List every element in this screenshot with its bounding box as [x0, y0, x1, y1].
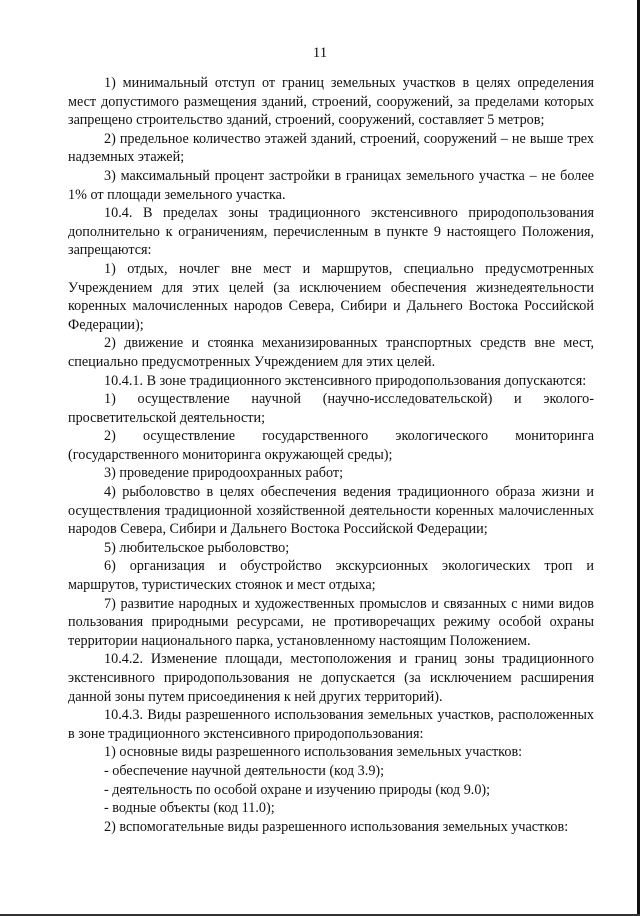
paragraph: 10.4.2. Изменение площади, местоположения и границ зоны традиционного экстенсивного природопользования не допускается (за исключением расширения данной зоны путем присоединения к ней других территорий).: [68, 651, 594, 705]
paragraph: 1) основные виды разрешенного использования земельных участков:: [104, 744, 523, 761]
paragraph: 4) рыболовство в целях обеспечения ведения традиционного образа жизни и осуществления традиционной хозяйственной деятельности коренных малочисленных народов Севера, Сибири и Дальнего Востока Российской Федерации;: [68, 484, 594, 538]
paragraph: 6) организация и обустройство экскурсионных экологических троп и маршрутов, туристических стоянок и мест отдыха;: [68, 558, 594, 594]
paragraph: 10.4.1. В зоне традиционного экстенсивного природопользования допускаются:: [104, 372, 587, 389]
paragraph: 10.4. В пределах зоны традиционного экстенсивного природопользования дополнительно к ограничениям, перечисленным в пункте 9 настоящего Положения, запрещаются:: [68, 205, 594, 259]
paragraph: - водные объекты (код 11.0);: [104, 800, 275, 817]
paragraph: 2) предельное количество этажей зданий, строений, сооружений – не выше трех надземных этажей;: [68, 130, 594, 166]
document-body: [68, 74, 594, 836]
page-number: 11: [312, 45, 328, 61]
paragraph: - деятельность по особой охране и изучению природы (код 9.0);: [104, 781, 491, 798]
paragraph: 2) осуществление государственного экологического мониторинга (государственного мониторинга окружающей среды);: [68, 428, 594, 463]
paragraph: 1) осуществление научной (научно-исследовательской) и эколого-просветительской деятельности;: [68, 391, 594, 426]
paragraph: - обеспечение научной деятельности (код 3.9);: [104, 762, 385, 779]
paragraph: 1) отдых, ночлег вне мест и маршрутов, специально предусмотренных Учреждением для этих целей (за исключением обеспечения жизнедеятельности коренных малочисленных народов Севера, Сибири и Дальнего Востока Российской Федерации);: [68, 260, 594, 333]
paragraph: 3) проведение природоохранных работ;: [104, 465, 344, 482]
paragraph: 5) любительское рыболовство;: [104, 539, 290, 556]
paragraph: 7) развитие народных и художественных промыслов и связанных с ними видов пользования природными ресурсами, не противоречащих режиму особой охраны территории национального парка, установленному настоящим Положением.: [68, 595, 594, 649]
paragraph: 2) вспомогательные виды разрешенного использования земельных участков:: [104, 818, 569, 835]
paragraph: 10.4.3. Виды разрешенного использования земельных участков, расположенных в зоне традиционного экстенсивного природопользования:: [68, 707, 594, 742]
paragraph: 2) движение и стоянка механизированных транспортных средств вне мест, специально предусмотренных Учреждением для этих целей.: [68, 335, 594, 370]
paragraph: 3) максимальный процент застройки в границах земельного участка – не более 1% от площади земельного участка.: [68, 167, 594, 203]
paragraph: 1) минимальный отступ от границ земельных участков в целях определения мест допустимого размещения зданий, строений, сооружений, за пределами которых запрещено строительство зданий, строений, сооружений, составляет 5 метров;: [68, 75, 594, 129]
